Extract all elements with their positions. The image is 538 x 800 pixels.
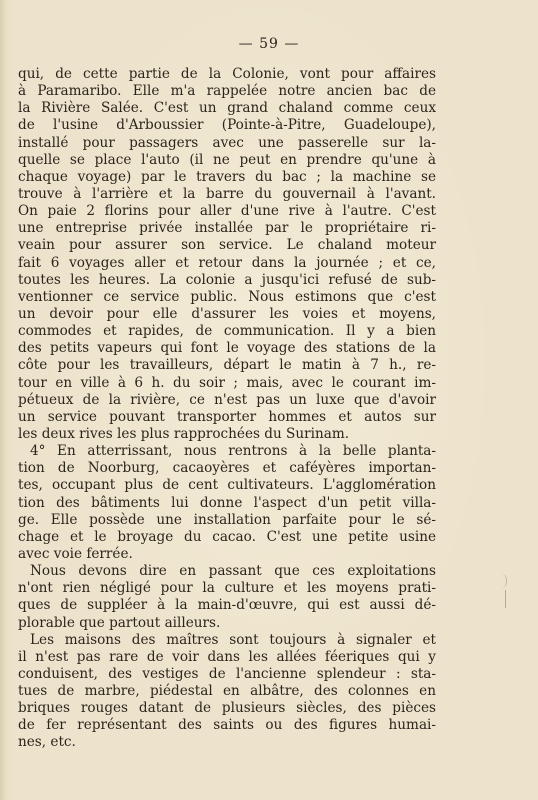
- text-line: pétueux de la rivière, ce n'est pas un luxe que d'avoir: [18, 391, 436, 408]
- text-line: tion des bâtiments lui donne l'aspect d'un petit villa-: [18, 494, 436, 511]
- text-line: les deux rives les plus rapprochées du Surinam.: [18, 425, 350, 442]
- text-line: un service pouvant transporter hommes et autos sur: [18, 408, 436, 425]
- text-line: de l'usine d'Arboussier (Pointe-à-Pitre, Guadeloupe),: [18, 117, 436, 134]
- margin-pencil-mark: [500, 574, 507, 588]
- text-line: de fer représentant des saints ou des figures humai-: [18, 717, 436, 734]
- text-line: toutes les heures. La colonie a jusqu'ici refusé de sub-: [18, 271, 436, 288]
- text-line: 4° En atterrissant, nous rentrons à la belle planta-: [30, 443, 436, 460]
- text-line: On paie 2 florins pour aller d'une rive à l'autre. C'est: [18, 203, 436, 220]
- text-line: chage et le broyage du cacao. C'est une petite usine: [18, 528, 436, 545]
- text-line: nes, etc.: [18, 734, 76, 751]
- text-line: qui, de cette partie de la Colonie, vont pour affaires: [18, 66, 436, 82]
- text-line: des petits vapeurs qui font le voyage des stations de la: [18, 340, 436, 357]
- text-line: ques de suppléer à la main-d'œuvre, qui est aussi dé-: [18, 597, 436, 614]
- text-line: briques rouges datant de plusieurs siècles, des pièces: [18, 700, 436, 717]
- page-number: — 59 —: [238, 36, 300, 52]
- text-line: tour en ville à 6 h. du soir ; mais, avec le courant im-: [18, 374, 436, 391]
- text-line: il n'est pas rare de voir dans les allées féeriques qui y: [18, 648, 436, 665]
- text-line: la Rivière Salée. C'est un grand chaland comme ceux: [18, 100, 436, 117]
- text-line: n'ont rien négligé pour la culture et les moyens prati-: [18, 580, 436, 597]
- text-line: Nous devons dire en passant que ces exploitations: [30, 563, 436, 580]
- text-line: tes, occupant plus de cent cultivateurs. L'agglomération: [18, 477, 436, 494]
- body-text: [18, 66, 436, 752]
- text-line: fait 6 voyages aller et retour dans la journée ; et ce,: [18, 254, 436, 271]
- text-line: Les maisons des maîtres sont toujours à signaler et: [30, 631, 436, 648]
- text-line: installé pour passagers avec une passerelle sur la-: [18, 134, 436, 151]
- text-line: un devoir pour elle d'assurer les voies et moyens,: [18, 305, 436, 322]
- text-line: conduisent, des vestiges de l'ancienne splendeur : sta-: [18, 665, 436, 682]
- text-line: veain pour assurer son service. Le chaland moteur: [18, 237, 436, 254]
- text-line: plorable que partout ailleurs.: [18, 614, 221, 631]
- text-line: quelle se place l'auto (il ne peut en prendre qu'une à: [18, 151, 436, 168]
- margin-pencil-mark: [505, 590, 506, 608]
- text-line: une entreprise privée installée par le propriétaire ri-: [18, 220, 436, 237]
- text-line: ge. Elle possède une installation parfaite pour le sé-: [18, 511, 436, 528]
- text-line: ventionner ce service public. Nous estimons que c'est: [18, 288, 436, 305]
- text-line: chaque voyage) par le travers du bac ; la machine se: [18, 168, 436, 185]
- text-line: commodes et rapides, de communication. Il y a bien: [18, 323, 436, 340]
- text-line: à Paramaribo. Elle m'a rappelée notre ancien bac de: [18, 83, 436, 100]
- text-line: côte pour les travailleurs, départ le matin à 7 h., re-: [18, 357, 436, 374]
- text-line: trouve à l'arrière et la barre du gouvernail à l'avant.: [18, 185, 436, 202]
- text-line: avec voie ferrée.: [18, 545, 133, 562]
- text-line: tion de Noorburg, cacaoyères et caféyères importan-: [18, 460, 436, 477]
- text-line: tues de marbre, piédestal en albâtre, des colonnes en: [18, 683, 436, 700]
